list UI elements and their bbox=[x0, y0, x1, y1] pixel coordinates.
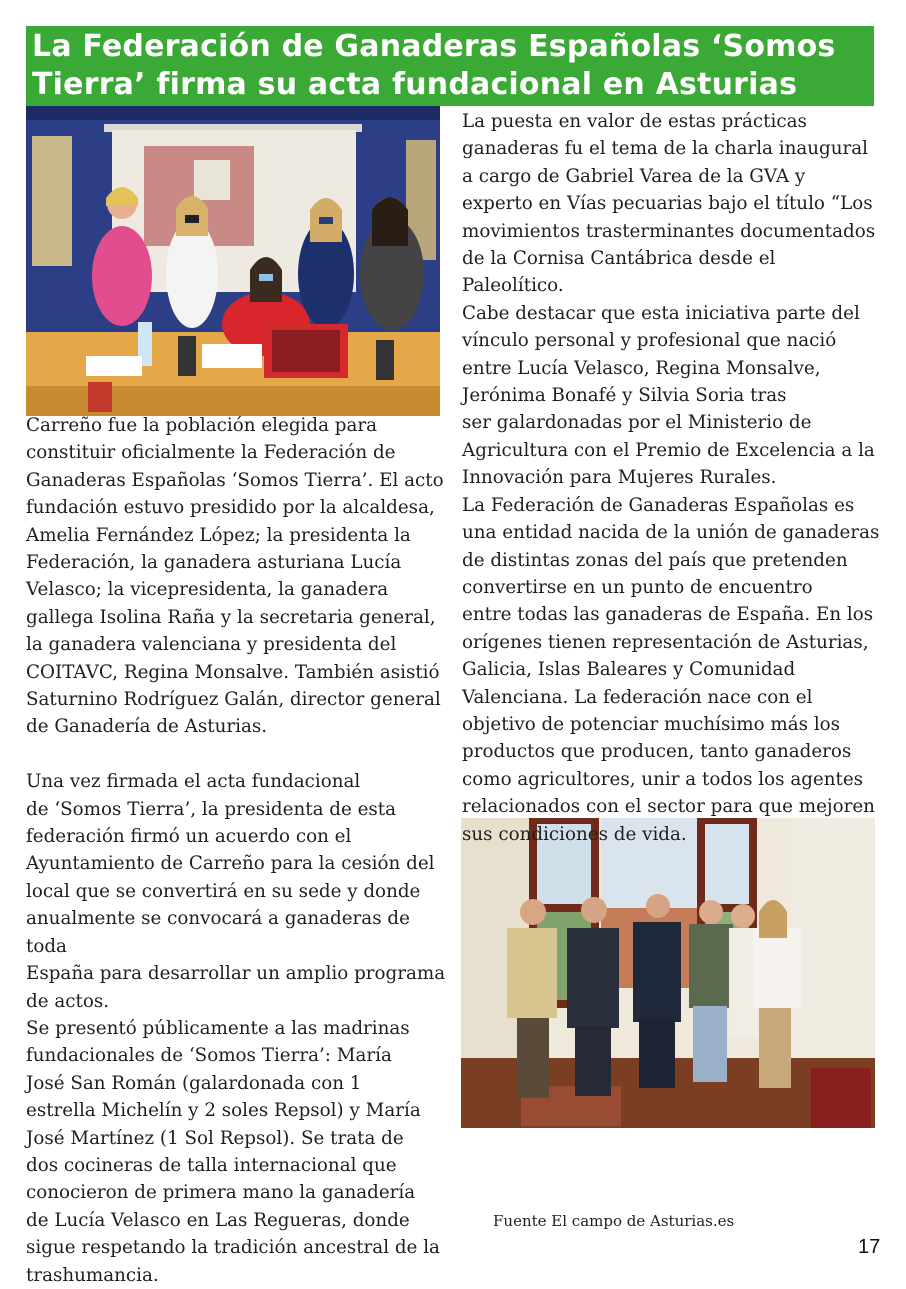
text-line: convertirse en un punto de encuentro bbox=[462, 576, 813, 598]
text-line: La puesta en valor de estas prácticas bbox=[462, 111, 807, 132]
text-line: experto en Vías pecuarias bajo el título “Los bbox=[462, 193, 873, 215]
text-line: Ganaderas Españolas ‘Somos Tierra’. El acto bbox=[26, 469, 444, 491]
text-line: Una vez firmada el acta fundacional bbox=[26, 771, 361, 793]
text-line: Se presentó públicamente a las madrinas bbox=[26, 1017, 410, 1039]
text-line: relacionados con el sector para que mejoren bbox=[462, 796, 875, 818]
text-line: anualmente se convocará a ganaderas de toda bbox=[26, 908, 410, 957]
left-column bbox=[26, 412, 456, 1289]
right-paragraph-1 bbox=[462, 108, 882, 492]
text-line: conocieron de primera mano la ganadería bbox=[26, 1182, 416, 1204]
text-line: José San Román (galardonada con 1 bbox=[26, 1072, 362, 1094]
text-line: trashumancia. bbox=[26, 1264, 159, 1286]
text-line: de Ganadería de Asturias. bbox=[26, 716, 268, 738]
text-line: Agricultura con el Premio de Excelencia a la bbox=[462, 439, 875, 461]
text-line: ganaderas fu el tema de la charla inaugural bbox=[462, 138, 869, 160]
text-line: orígenes tienen representación de Asturias, bbox=[462, 631, 869, 653]
text-line: de Lucía Velasco en Las Regueras, donde bbox=[26, 1209, 410, 1231]
text-line: José Martínez (1 Sol Repsol). Se trata de bbox=[26, 1127, 404, 1149]
text-line: Carreño fue la población elegida para bbox=[26, 415, 378, 436]
text-line: Valenciana. La federación nace con el bbox=[462, 686, 813, 708]
text-line: la ganadera valenciana y presidenta del bbox=[26, 634, 397, 656]
text-line: sus condiciones de vida. bbox=[462, 823, 687, 845]
text-line: a cargo de Gabriel Varea de la GVA y bbox=[462, 165, 806, 187]
text-line: estrella Michelín y 2 soles Repsol) y María bbox=[26, 1100, 421, 1122]
text-line: ser galardonadas por el Ministerio de bbox=[462, 412, 812, 434]
photo-founding-members bbox=[26, 106, 440, 416]
text-line: constituir oficialmente la Federación de bbox=[26, 442, 396, 464]
headline-title bbox=[32, 28, 866, 104]
text-line: Cabe destacar que esta iniciativa parte del bbox=[462, 302, 860, 324]
text-line: Ayuntamiento de Carreño para la cesión del bbox=[26, 853, 435, 875]
text-line: productos que producen, tanto ganaderos bbox=[462, 741, 852, 763]
text-line: España para desarrollar un amplio programa bbox=[26, 963, 446, 985]
text-line: gallega Isolina Raña y la secretaria general, bbox=[26, 606, 436, 628]
text-line: Amelia Fernández López; la presidenta la bbox=[26, 524, 411, 546]
text-line: objetivo de potenciar muchísimo más los bbox=[462, 713, 841, 735]
text-line: fundación estuvo presidido por la alcaldesa, bbox=[26, 497, 435, 519]
left-paragraph-2 bbox=[26, 768, 456, 1015]
text-line: entre todas las ganaderas de España. En los bbox=[462, 604, 874, 626]
text-line: como agricultores, unir a todos los agentes bbox=[462, 768, 864, 790]
right-paragraph-2 bbox=[462, 492, 882, 848]
text-line: fundacionales de ‘Somos Tierra’: María bbox=[26, 1045, 392, 1067]
headline-line-1: La Federación de Ganaderas Españolas ‘Somos bbox=[32, 29, 836, 64]
text-line: local que se convertirá en su sede y donde bbox=[26, 880, 421, 902]
text-line: una entidad nacida de la unión de ganaderas bbox=[462, 522, 880, 544]
text-line: de actos. bbox=[26, 990, 110, 1012]
text-line: Federación, la ganadera asturiana Lucía bbox=[26, 552, 402, 574]
source-credit: Fuente El campo de Asturias.es bbox=[493, 1212, 735, 1230]
text-line: sigue respetando la tradición ancestral de la bbox=[26, 1237, 440, 1259]
photo-founding-members-image bbox=[26, 106, 440, 416]
right-column bbox=[462, 108, 882, 848]
left-paragraph-1 bbox=[26, 412, 456, 741]
text-line: movimientos trasterminantes documentados bbox=[462, 220, 876, 242]
page-number: 17 bbox=[858, 1236, 881, 1258]
left-paragraph-3 bbox=[26, 1015, 456, 1289]
photo-group-meeting bbox=[461, 818, 875, 1128]
text-line: Jerónima Bonafé y Silvia Soria tras bbox=[462, 385, 787, 407]
text-line: dos cocineras de talla internacional que bbox=[26, 1154, 397, 1176]
text-line: entre Lucía Velasco, Regina Monsalve, bbox=[462, 357, 821, 379]
text-line: COITAVC, Regina Monsalve. También asistió bbox=[26, 661, 440, 683]
text-line: La Federación de Ganaderas Españolas es bbox=[462, 494, 855, 516]
text-line: Innovación para Mujeres Rurales. bbox=[462, 467, 777, 489]
text-line: de ‘Somos Tierra’, la presidenta de esta bbox=[26, 798, 397, 820]
text-line: vínculo personal y profesional que nació bbox=[462, 330, 837, 352]
photo-group-meeting-image bbox=[461, 818, 875, 1128]
text-line: federación firmó un acuerdo con el bbox=[26, 826, 352, 848]
text-line: Velasco; la vicepresidenta, la ganadera bbox=[26, 579, 389, 601]
text-line: Saturnino Rodríguez Galán, director general bbox=[26, 689, 441, 711]
headline-line-2: Tierra’ firma su acta fundacional en Asturias bbox=[32, 67, 798, 102]
text-line: Galicia, Islas Baleares y Comunidad bbox=[462, 659, 796, 681]
text-line: de la Cornisa Cantábrica desde el Paleolítico. bbox=[462, 248, 776, 297]
text-line: de distintas zonas del país que pretenden bbox=[462, 549, 848, 571]
headline-banner bbox=[26, 26, 874, 106]
